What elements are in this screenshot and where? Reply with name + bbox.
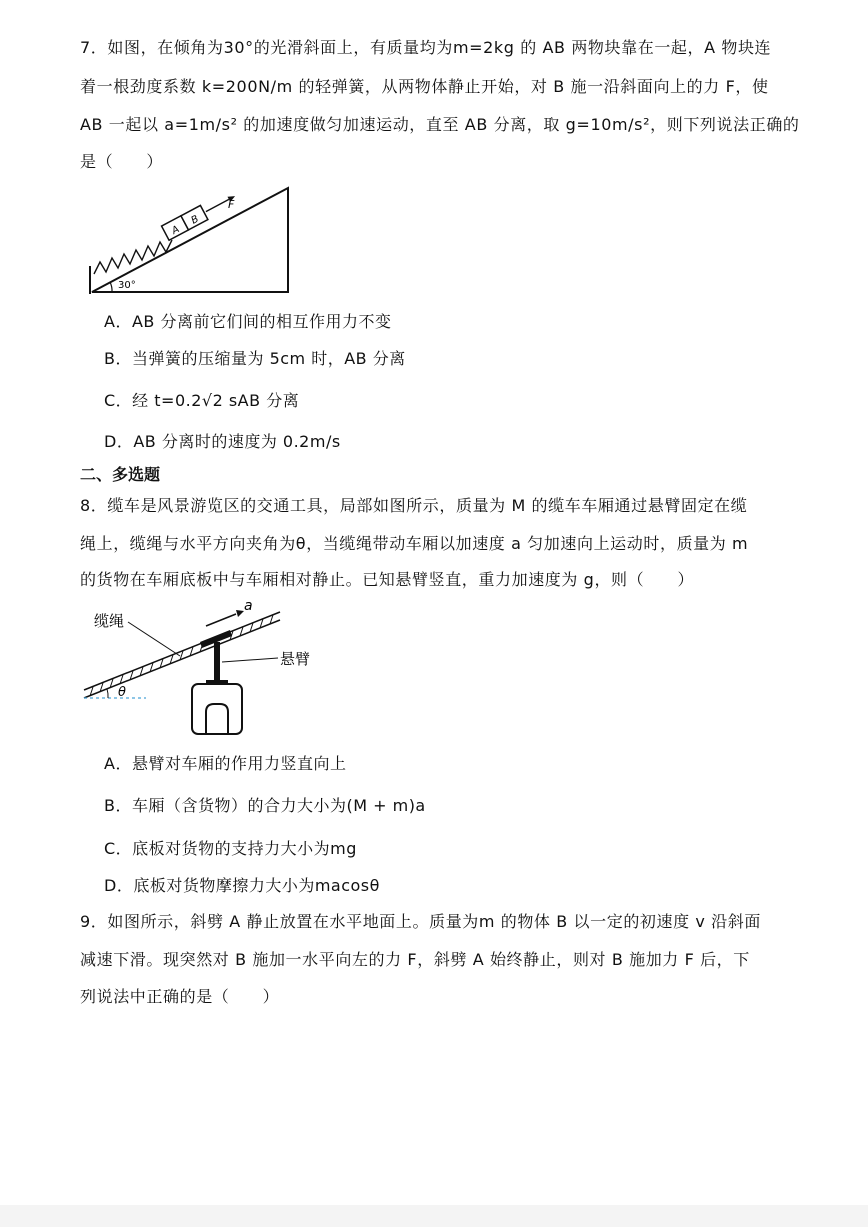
q7-incline-figure: [80, 182, 300, 298]
q8-line-2: 绳上，缆绳与水平方向夹角为θ，当缆绳带动车厢以加速度 a 匀加速向上运动时，质量为 m: [80, 534, 749, 553]
q7-line-3: AB 一起以 a=1m/s² 的加速度做匀加速运动，直至 AB 分离，取 g=10m/s²，则下列说法正确的: [80, 115, 800, 134]
page-bottom-band: [0, 1205, 868, 1227]
cable-car-cabin: [192, 684, 242, 734]
angle-label: 30°: [118, 280, 136, 291]
q9-line-2: 减速下滑。现突然对 B 施加一水平向左的力 F，斜劈 A 始终静止，则对 B 施加力 F 后，下: [80, 950, 750, 969]
arm-label: 悬臂: [280, 650, 310, 668]
block-a-label: A: [170, 224, 182, 237]
force-arrow: [206, 199, 229, 211]
q7-option-d: D．AB 分离时的速度为 0.2m/s: [104, 432, 341, 451]
suspension-arm: [214, 642, 220, 682]
section-title: 二、多选题: [80, 465, 161, 484]
q9-line-3: 列说法中正确的是（ ）: [80, 987, 280, 1006]
theta-label: θ: [118, 685, 126, 700]
q8-line-3: 的货物在车厢底板中与车厢相对静止。已知悬臂竖直，重力加速度为 g，则（ ）: [80, 570, 695, 589]
q8-option-c: C．底板对货物的支持力大小为mg: [104, 839, 357, 858]
arm-label-leader: [222, 658, 278, 662]
angle-arc: [110, 282, 112, 292]
q7-line-2: 着一根劲度系数 k=200N/m 的轻弹簧，从两物体静止开始，对 B 施一沿斜面向上的力 F，使: [80, 77, 769, 96]
q7-option-c: C．经 t=0.2√2 sAB 分离: [104, 391, 300, 410]
blocks-ab: [162, 189, 239, 240]
q9-line-1: 9．如图所示，斜劈 A 静止放置在水平地面上。质量为m 的物体 B 以一定的初速度 v 沿斜面: [80, 912, 761, 931]
cable-label-leader: [128, 622, 180, 656]
q8-option-b: B．车厢（含货物）的合力大小为(M + m)a: [104, 796, 426, 815]
incline-triangle: [92, 188, 288, 292]
block-b-label: B: [189, 213, 201, 227]
q7-option-a: A．AB 分离前它们间的相互作用力不变: [104, 312, 392, 331]
acceleration-arrow: [206, 614, 236, 626]
cable-label: 缆绳: [94, 612, 125, 630]
q7-option-b: B．当弹簧的压缩量为 5cm 时，AB 分离: [104, 349, 406, 368]
q8-option-a: A．悬臂对车厢的作用力竖直向上: [104, 754, 347, 773]
theta-arc: [107, 689, 108, 698]
acceleration-arrowhead: [236, 610, 244, 617]
force-label: F: [228, 198, 235, 211]
spring: [94, 240, 172, 274]
q7-line-4: 是（ ）: [80, 152, 164, 171]
q7-line-1: 7．如图，在倾角为30°的光滑斜面上，有质量均为m=2kg 的 AB 两物块靠在一起，A 物块连: [80, 38, 772, 57]
q8-line-1: 8．缆车是风景游览区的交通工具，局部如图所示，质量为 M 的缆车车厢通过悬臂固定在缆: [80, 496, 748, 515]
q8-option-d: D．底板对货物摩擦力大小为macosθ: [104, 876, 380, 895]
acceleration-label: a: [244, 598, 253, 614]
q8-cable-car-figure: [80, 596, 310, 746]
